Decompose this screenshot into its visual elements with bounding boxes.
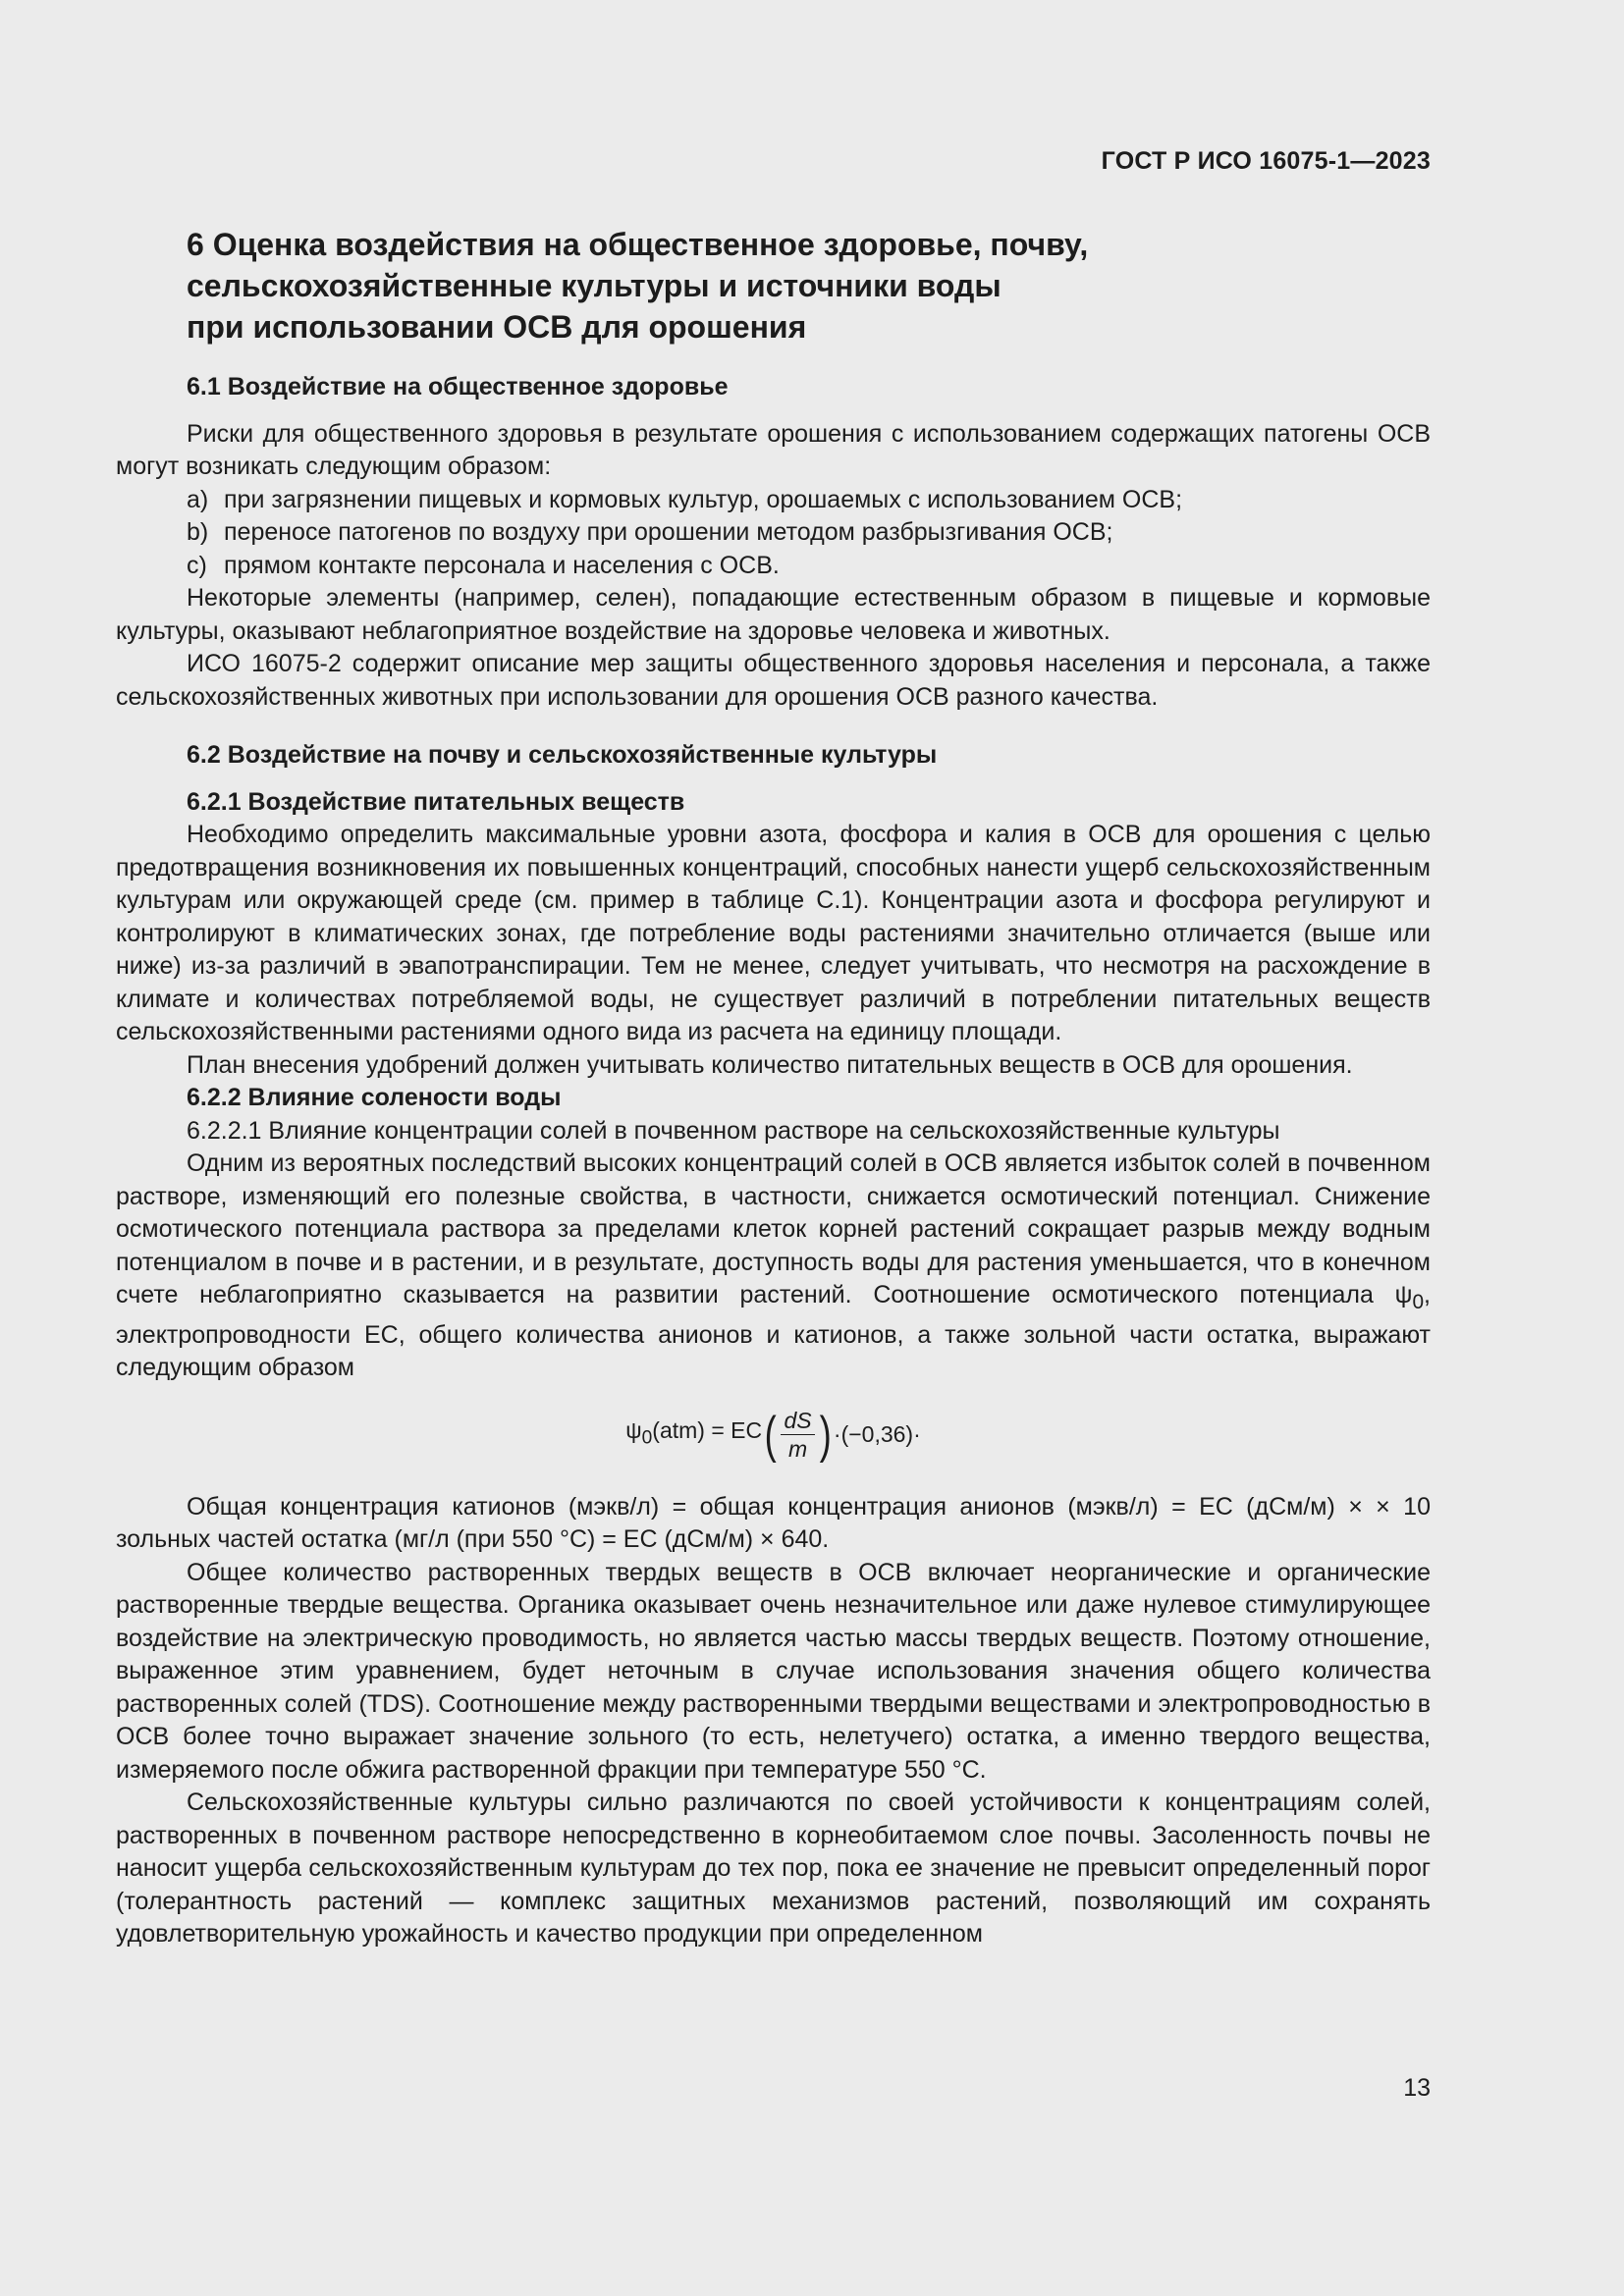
section-6-2-title: 6.2 Воздействие на почву и сельскохозяйственные культуры [187,741,938,769]
fraction-denominator: m [787,1436,808,1462]
section-6-1-intro: Риски для общественного здоровья в результате орошения с использованием содержащих патогены ОСВ могут возникать следующим образом: [116,419,1431,480]
section-6-title-line: сельскохозяйственные культуры и источники воды [187,268,1001,303]
paragraph-text: Одним из вероятных последствий высоких концентраций солей в ОСВ является избыток солей в почвенном растворе, изменяющий его полезные свойства, в частности, снижается осмотический потенциал. Снижение осмотического потенциала раствора за пределами клеток корней растений сокращает разрыв между водным потенциалом в почве и в растении, и в результате, доступность воды для растения уменьшается, что в конечном счете неблагоприятно сказывается на развитии растений. Соотношение осмотического потенциала ψ [116,1149,1431,1308]
section-6-2-1-paragraph: Необходимо определить максимальные уровни азота, фосфора и калия в ОСВ для орошения с целью предотвращения возникновения их повышенных концентраций, способных нанести ущерб сельскохозяйственным культурам или окружающей среде (см. пример в таблице С.1). Концентрации азота и фосфора регулируют и контролируют в климатических зонах, где потребление воды растениями значительно отличается (выше или ниже) из-за различий в эвапотранспирации. Тем не менее, следует учитывать, что несмотря на расхождение в климате и количествах потребляемой воды, не существует различий в потреблении питательных веществ сельскохозяйственными растениями одного вида из расчета на единицу площади. [116,821,1431,1045]
formula-psi: ψ [625,1416,642,1443]
section-6-1-title: 6.1 Воздействие на общественное здоровье [187,373,729,400]
list-item [187,516,1431,550]
risk-list [116,484,1431,583]
section-6-title-line: 6 Оценка воздействия на общественное здоровье, почву, [187,227,1089,262]
document-header: ГОСТ Р ИСО 16075-1—2023 [1101,147,1431,175]
page-number: 13 [1403,2074,1431,2102]
list-item-label: c) [187,551,207,579]
list-item [187,550,1431,583]
section-6-2-2-1-paragraph: Общая концентрация катионов (мэкв/л) = общая концентрация анионов (мэкв/л) = EC (дСм/м) × × 10 зольных частей остатка (мг/л (при 550 °C) = EC (дСм/м) × 640. [116,1492,1431,1553]
formula-rhs: ·(−0,36)· [833,1420,921,1447]
section-6-title-line: при использовании ОСВ для орошения [187,309,807,345]
formula-lhs-unit: (atm) = EC [652,1416,763,1443]
list-item-label: b) [187,518,209,546]
section-6-1-paragraph: ИСО 16075-2 содержит описание мер защиты общественного здоровья населения и персонала, а также сельскохозяйственных животных при использовании для орошения ОСВ разного качества. [116,650,1431,711]
section-6-1-paragraph: Некоторые элементы (например, селен), попадающие естественным образом в пищевые и кормовые культуры, оказывают неблагоприятное воздействие на здоровье человека и животных. [116,584,1431,645]
paren-close: ) [819,1406,832,1464]
section-6-2-1-paragraph: План внесения удобрений должен учитывать количество питательных веществ в ОСВ для орошения. [187,1050,1353,1079]
formula-fraction [781,1407,814,1463]
list-item-text: при загрязнении пищевых и кормовых культур, орошаемых с использованием ОСВ; [224,485,1183,513]
formula-lhs [625,1415,762,1455]
section-6-2-2-1-paragraph: Общее количество растворенных твердых веществ в ОСВ включает неорганические и органические растворенные твердые вещества. Органика оказывает очень незначительное или даже нулевое стимулирующее воздействие на электрическую проводимость, но является частью массы твердых веществ. Поэтому отношение, выраженное этим уравнением, будет неточным в случае использования значения общего количества растворенных солей (TDS). Соотношение между растворенными твердыми веществами и электропроводностью в ОСВ более точно выражает значение зольного (то есть, нелетучего) остатка, а именно твердого вещества, измеряемого после обжига растворенной фракции при температуре 550 °C. [116,1558,1431,1784]
section-6-2-2-title: 6.2.2 Влияние солености воды [187,1084,562,1111]
fraction-numerator: dS [781,1407,814,1435]
section-6-title [187,224,1431,347]
document-body [116,224,1431,1951]
formula-psi-sub: 0 [641,1427,653,1449]
subscript: 0 [1412,1291,1425,1313]
section-6-2-1-title: 6.2.1 Воздействие питательных веществ [187,787,685,816]
section-6-2-2-1-paragraph: Сельскохозяйственные культуры сильно различаются по своей устойчивости к концентрациям солей, растворенных в почвенном растворе непосредственно в корнеобитаемом слое почвы. Засоленность почвы не наносит ущерба сельскохозяйственным культурам до тех пор, пока ее значение не превысит определенный порог (толерантность растений — комплекс защитных механизмов растений, позволяющий им сохранять удовлетворительную урожайность и качество продукции при определенном [116,1789,1431,1948]
list-item-label: a) [187,485,209,513]
paragraph-text: , электропроводности EC, общего количества анионов и катионов, а также зольной части остатка, выражают следующим образом [116,1281,1431,1381]
section-6-2-2-1-paragraph [116,1148,1431,1385]
section-6-2-2-1-title: 6.2.2.1 Влияние концентрации солей в почвенном растворе на сельскохозяйственные культуры [187,1116,1280,1145]
osmotic-potential-formula [116,1389,1431,1481]
paren-open: ( [764,1406,777,1464]
list-item [187,484,1431,517]
list-item-text: прямом контакте персонала и населения с ОСВ. [224,551,780,579]
list-item-text: переносе патогенов по воздуху при орошении методом разбрызгивания ОСВ; [224,518,1113,546]
